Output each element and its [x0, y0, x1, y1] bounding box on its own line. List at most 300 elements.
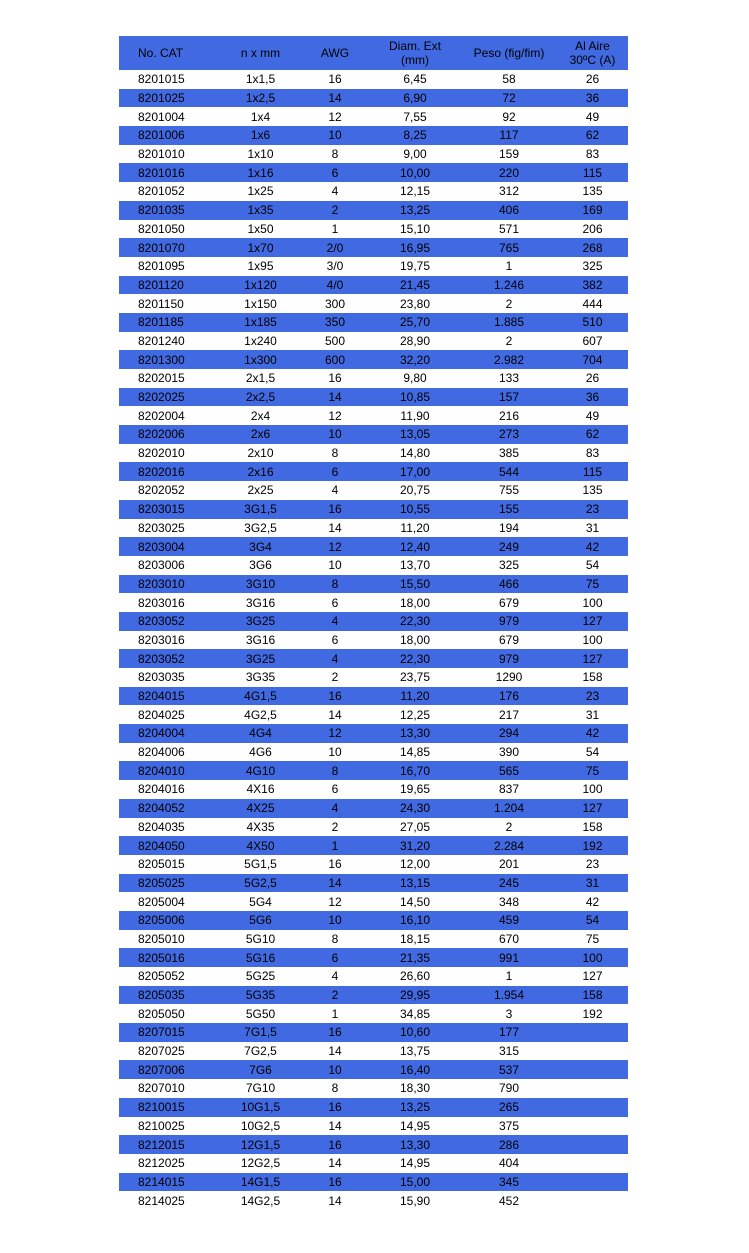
diameter-cell: 31,20: [369, 836, 461, 855]
table-row: [119, 930, 628, 949]
weight-cell: 979: [461, 612, 557, 631]
weight-cell: 979: [461, 649, 557, 668]
cat-number-cell: 8201006: [119, 126, 220, 145]
diameter-cell: 14,85: [399, 745, 431, 760]
diameter-cell: 13,05: [369, 425, 461, 444]
table-row: [119, 332, 628, 351]
table-row: [119, 631, 628, 650]
diameter-cell: 17,00: [369, 462, 461, 481]
ampacity-cell: 31: [585, 520, 600, 535]
ampacity-cell: 26: [585, 371, 600, 386]
awg-cell: 4: [331, 969, 339, 984]
weight-cell: 670: [498, 931, 520, 946]
cat-number-cell: 8201015: [138, 72, 185, 87]
ampacity-cell: 169: [557, 201, 628, 220]
diameter-cell: 16,40: [369, 1060, 461, 1079]
awg-cell: 16: [328, 72, 342, 87]
weight-cell: 157: [461, 388, 557, 407]
diameter-cell: 27,05: [399, 819, 431, 834]
table-row: [119, 743, 628, 762]
table-row: [119, 948, 628, 967]
ampacity-cell: 75: [557, 575, 628, 594]
ampacity-cell: 100: [582, 782, 603, 797]
ampacity-cell: 31: [585, 707, 600, 722]
awg-cell: 8: [301, 761, 369, 780]
col-header-ampacity: Al Aire 30ºC (A): [557, 36, 628, 70]
weight-cell: 117: [461, 126, 557, 145]
diameter-cell: 16,10: [369, 911, 461, 930]
diameter-cell: 13,70: [399, 558, 431, 573]
awg-cell: 14: [328, 1193, 342, 1208]
weight-cell: 1.246: [461, 276, 557, 295]
cat-number-cell: 8201035: [119, 201, 220, 220]
table-row: [119, 705, 628, 724]
table-row: [119, 649, 628, 668]
table-row: [119, 220, 628, 239]
awg-cell: 16: [328, 371, 342, 386]
ampacity-cell: 75: [585, 931, 600, 946]
table-row: [119, 70, 628, 89]
ampacity-cell: 36: [557, 388, 628, 407]
cat-number-cell: 8203016: [138, 632, 185, 647]
awg-cell: 14: [301, 874, 369, 893]
cat-number-cell: 8203006: [138, 558, 185, 573]
table-row: [119, 145, 628, 164]
size-cell: 7G6: [220, 1060, 301, 1079]
ampacity-cell: 31: [557, 874, 628, 893]
awg-cell: 6: [331, 782, 339, 797]
cat-number-cell: 8205010: [138, 931, 185, 946]
ampacity-cell: 325: [582, 259, 603, 274]
size-cell: 4G6: [249, 745, 272, 760]
diameter-cell: 8,25: [369, 126, 461, 145]
diameter-cell: 23,75: [399, 670, 431, 685]
size-cell: 2x16: [220, 462, 301, 481]
cat-number-cell: 8207010: [138, 1081, 185, 1096]
awg-cell: 12: [328, 894, 342, 909]
size-cell: 5G1,5: [244, 857, 277, 872]
diameter-cell: 11,20: [400, 520, 430, 535]
weight-cell: 404: [498, 1156, 520, 1171]
ampacity-cell: 607: [582, 333, 603, 348]
weight-cell: 459: [461, 911, 557, 930]
ampacity-cell: 382: [557, 276, 628, 295]
ampacity-cell: 23: [557, 500, 628, 519]
size-cell: 4G10: [220, 761, 301, 780]
cat-number-cell: 8205035: [119, 986, 220, 1005]
table-row: [119, 369, 628, 388]
cat-number-cell: 8204006: [138, 745, 185, 760]
awg-cell: 10: [301, 1060, 369, 1079]
ampacity-cell: [557, 1173, 628, 1192]
cat-number-cell: 8201300: [119, 350, 220, 369]
size-cell: 14G2,5: [240, 1193, 281, 1208]
cat-number-cell: 8212015: [119, 1135, 220, 1154]
ampacity-cell: [557, 1042, 628, 1061]
weight-cell: 133: [498, 371, 520, 386]
table-row: [119, 1098, 628, 1117]
cat-number-cell: 8201010: [138, 147, 185, 162]
weight-cell: 537: [461, 1060, 557, 1079]
diameter-cell: 14,50: [399, 894, 431, 909]
weight-cell: 325: [498, 558, 520, 573]
diameter-cell: 21,35: [369, 948, 461, 967]
awg-cell: 10: [301, 911, 369, 930]
size-cell: 2x2,5: [220, 388, 301, 407]
cat-number-cell: 8201070: [119, 238, 220, 257]
size-cell: 2x10: [247, 446, 274, 461]
weight-cell: 1: [505, 969, 513, 984]
awg-cell: 10: [301, 126, 369, 145]
diameter-cell: 13,30: [369, 1135, 461, 1154]
ampacity-cell: 62: [557, 126, 628, 145]
weight-cell: 466: [461, 575, 557, 594]
cat-number-cell: 8212025: [138, 1156, 185, 1171]
diameter-cell: 25,70: [369, 313, 461, 332]
diameter-cell: 18,00: [399, 595, 431, 610]
awg-cell: 4: [301, 799, 369, 818]
cat-number-cell: 8201150: [138, 296, 184, 311]
size-cell: 3G16: [245, 632, 276, 647]
ampacity-cell: 127: [557, 612, 628, 631]
cat-number-cell: 8201095: [138, 259, 185, 274]
ampacity-cell: 42: [585, 894, 600, 909]
size-cell: 1x240: [244, 333, 277, 348]
size-cell: 1x120: [220, 276, 301, 295]
diameter-cell: 10,55: [369, 500, 461, 519]
ampacity-cell: 510: [557, 313, 628, 332]
awg-cell: 2: [331, 670, 339, 685]
ampacity-cell: 127: [582, 969, 603, 984]
ampacity-cell: [557, 1023, 628, 1042]
size-cell: 10G1,5: [220, 1098, 301, 1117]
awg-cell: 14: [301, 388, 369, 407]
ampacity-cell: 100: [582, 595, 603, 610]
cat-number-cell: 8210025: [138, 1118, 185, 1133]
cat-number-cell: 8201004: [138, 109, 185, 124]
size-cell: 1x70: [220, 238, 301, 257]
table-row: [119, 537, 628, 556]
table-row: [119, 406, 628, 425]
awg-cell: 10: [328, 745, 342, 760]
ampacity-cell: 158: [582, 819, 603, 834]
size-cell: 10G2,5: [240, 1118, 281, 1133]
ampacity-cell: 54: [585, 745, 600, 760]
cat-number-cell: 8207006: [119, 1060, 220, 1079]
cat-number-cell: 8201050: [138, 221, 185, 236]
table-row: [119, 126, 628, 145]
table-row: [119, 911, 628, 930]
weight-cell: 565: [461, 761, 557, 780]
weight-cell: 220: [461, 163, 557, 182]
awg-cell: 2/0: [301, 238, 369, 257]
ampacity-cell: 444: [582, 296, 603, 311]
ampacity-cell: [557, 1191, 628, 1210]
cat-number-cell: 8203035: [138, 670, 185, 685]
table-row: [119, 818, 628, 837]
cat-number-cell: 8201052: [138, 184, 185, 199]
table-row: [119, 163, 628, 182]
table-row: [119, 612, 628, 631]
ampacity-cell: 115: [557, 462, 628, 481]
diameter-cell: 14,80: [399, 446, 431, 461]
table-row: [119, 892, 628, 911]
weight-cell: 1: [505, 259, 513, 274]
table-row: [119, 388, 628, 407]
cat-number-cell: 8205006: [119, 911, 220, 930]
cat-number-cell: 8203052: [119, 649, 220, 668]
cat-number-cell: 8205050: [138, 1006, 185, 1021]
size-cell: 7G1,5: [220, 1023, 301, 1042]
diameter-cell: 10,85: [369, 388, 461, 407]
size-cell: 12G2,5: [240, 1156, 281, 1171]
size-cell: 1x95: [247, 259, 274, 274]
cat-number-cell: 8201240: [138, 333, 185, 348]
weight-cell: 837: [498, 782, 520, 797]
cat-number-cell: 8202025: [119, 388, 220, 407]
size-cell: 4X16: [246, 782, 275, 797]
table-body: [119, 70, 628, 1210]
ampacity-cell: 26: [585, 72, 600, 87]
weight-cell: 201: [498, 857, 520, 872]
weight-cell: 2: [505, 333, 513, 348]
awg-cell: 2: [301, 986, 369, 1005]
diameter-cell: 13,25: [369, 201, 461, 220]
table-row: [119, 182, 628, 201]
ampacity-cell: 42: [557, 724, 628, 743]
diameter-cell: 13,25: [369, 1098, 461, 1117]
size-cell: 5G6: [220, 911, 301, 930]
table-row: [119, 1079, 628, 1098]
size-cell: 1x6: [220, 126, 301, 145]
table-row: [119, 1004, 628, 1023]
cat-number-cell: 8205052: [138, 969, 185, 984]
cat-number-cell: 8204016: [138, 782, 185, 797]
cat-number-cell: 8204052: [119, 799, 220, 818]
diameter-cell: 28,90: [399, 333, 431, 348]
size-cell: 5G25: [245, 969, 276, 984]
cat-number-cell: 8204004: [119, 724, 220, 743]
ampacity-cell: 36: [557, 89, 628, 108]
size-cell: 1x35: [220, 201, 301, 220]
diameter-cell: 15,50: [369, 575, 461, 594]
diameter-cell: 18,30: [399, 1081, 431, 1096]
diameter-cell: 18,00: [399, 632, 431, 647]
cat-number-cell: 8202016: [119, 462, 220, 481]
diameter-cell: 18,15: [399, 931, 431, 946]
diameter-cell: 16,95: [369, 238, 461, 257]
ampacity-cell: 127: [557, 799, 628, 818]
diameter-cell: 7,55: [403, 109, 427, 124]
awg-cell: 14: [301, 89, 369, 108]
weight-cell: 3: [505, 1006, 513, 1021]
cat-number-cell: 8202052: [138, 483, 185, 498]
weight-cell: 92: [502, 109, 516, 124]
cable-spec-table: [119, 36, 628, 1210]
size-cell: 1x1,5: [245, 72, 276, 87]
cat-number-cell: 8202006: [119, 425, 220, 444]
weight-cell: 159: [498, 147, 520, 162]
weight-cell: 2: [505, 296, 513, 311]
ampacity-cell: 54: [557, 911, 628, 930]
table-row: [119, 1191, 628, 1210]
table-row: [119, 1042, 628, 1061]
table-row: [119, 855, 628, 874]
diameter-cell: 13,15: [369, 874, 461, 893]
size-cell: 1x2,5: [220, 89, 301, 108]
table-row: [119, 986, 628, 1005]
ampacity-cell: 206: [582, 221, 603, 236]
weight-cell: 2.982: [461, 350, 557, 369]
ampacity-cell: 75: [557, 761, 628, 780]
table-row: [119, 967, 628, 986]
size-cell: 3G1,5: [220, 500, 301, 519]
weight-cell: 72: [461, 89, 557, 108]
ampacity-cell: 127: [557, 649, 628, 668]
ampacity-cell: 135: [582, 483, 603, 498]
cat-number-cell: 8203052: [119, 612, 220, 631]
awg-cell: 14: [328, 707, 342, 722]
weight-cell: 1.954: [461, 986, 557, 1005]
cat-number-cell: 8214025: [138, 1193, 185, 1208]
table-row: [119, 519, 628, 538]
table-row: [119, 1135, 628, 1154]
weight-cell: 1.885: [461, 313, 557, 332]
size-cell: 1x50: [247, 221, 274, 236]
diameter-cell: 14,95: [399, 1156, 431, 1171]
table-row: [119, 481, 628, 500]
awg-cell: 14: [328, 520, 342, 535]
weight-cell: 155: [461, 500, 557, 519]
weight-cell: 273: [461, 425, 557, 444]
col-header-weight: Peso (fig/fim): [461, 36, 557, 70]
size-cell: 5G50: [245, 1006, 276, 1021]
col-header-cat: No. CAT: [119, 36, 220, 70]
awg-cell: 4/0: [301, 276, 369, 295]
awg-cell: 6: [301, 163, 369, 182]
cat-number-cell: 8204035: [138, 819, 185, 834]
diameter-cell: 24,30: [369, 799, 461, 818]
table-row: [119, 425, 628, 444]
table-row: [119, 313, 628, 332]
awg-cell: 10: [301, 425, 369, 444]
awg-cell: 16: [301, 1098, 369, 1117]
cat-number-cell: 8204010: [119, 761, 220, 780]
ampacity-cell: 100: [557, 948, 628, 967]
table-row: [119, 687, 628, 706]
weight-cell: 348: [498, 894, 520, 909]
size-cell: 1x150: [244, 296, 277, 311]
weight-cell: 2: [505, 819, 513, 834]
weight-cell: 571: [498, 221, 520, 236]
size-cell: 5G2,5: [220, 874, 301, 893]
size-cell: 5G16: [220, 948, 301, 967]
ampacity-cell: 23: [557, 687, 628, 706]
weight-cell: 177: [461, 1023, 557, 1042]
weight-cell: 385: [498, 446, 520, 461]
diameter-cell: 22,30: [369, 649, 461, 668]
size-cell: 4X25: [220, 799, 301, 818]
weight-cell: 217: [498, 707, 520, 722]
diameter-cell: 22,30: [369, 612, 461, 631]
size-cell: 4X35: [246, 819, 275, 834]
size-cell: 7G10: [245, 1081, 276, 1096]
size-cell: 1x4: [250, 109, 271, 124]
ampacity-cell: 62: [557, 425, 628, 444]
table-row: [119, 761, 628, 780]
cat-number-cell: 8203015: [119, 500, 220, 519]
ampacity-cell: 54: [585, 558, 600, 573]
cat-number-cell: 8204015: [119, 687, 220, 706]
weight-cell: 265: [461, 1098, 557, 1117]
weight-cell: 544: [461, 462, 557, 481]
ampacity-cell: 158: [557, 986, 628, 1005]
cat-number-cell: 8202004: [138, 408, 185, 423]
cat-number-cell: 8204050: [119, 836, 220, 855]
awg-cell: 14: [328, 1118, 342, 1133]
table-row: [119, 238, 628, 257]
weight-cell: 58: [502, 72, 516, 87]
diameter-cell: 16,70: [369, 761, 461, 780]
ampacity-cell: [557, 1098, 628, 1117]
awg-cell: 1: [301, 836, 369, 855]
weight-cell: 765: [461, 238, 557, 257]
size-cell: 3G10: [220, 575, 301, 594]
awg-cell: 14: [328, 1156, 342, 1171]
awg-cell: 16: [301, 500, 369, 519]
table-row: [119, 276, 628, 295]
awg-cell: 16: [301, 1023, 369, 1042]
ampacity-cell: [557, 1154, 628, 1173]
table-row: [119, 257, 628, 276]
size-cell: 1x300: [220, 350, 301, 369]
weight-cell: 294: [461, 724, 557, 743]
ampacity-cell: [557, 1079, 628, 1098]
diameter-cell: 6,90: [369, 89, 461, 108]
diameter-cell: 15,90: [399, 1193, 431, 1208]
ampacity-cell: [557, 1117, 628, 1136]
ampacity-cell: 49: [585, 109, 600, 124]
awg-cell: 1: [331, 221, 339, 236]
awg-cell: 12: [328, 408, 342, 423]
ampacity-cell: 115: [557, 163, 628, 182]
table-row: [119, 799, 628, 818]
awg-cell: 6: [301, 948, 369, 967]
ampacity-cell: [557, 1135, 628, 1154]
diameter-cell: 15,10: [399, 221, 431, 236]
size-cell: 5G4: [249, 894, 272, 909]
cat-number-cell: 8207025: [138, 1044, 185, 1059]
weight-cell: 755: [498, 483, 520, 498]
weight-cell: 216: [498, 408, 520, 423]
table-row: [119, 350, 628, 369]
ampacity-cell: 192: [557, 836, 628, 855]
awg-cell: 2: [301, 201, 369, 220]
cat-number-cell: 8205025: [119, 874, 220, 893]
weight-cell: 390: [498, 745, 520, 760]
ampacity-cell: 158: [582, 670, 603, 685]
diameter-cell: 9,80: [403, 371, 427, 386]
awg-cell: 1: [331, 1006, 339, 1021]
awg-cell: 300: [324, 296, 346, 311]
awg-cell: 8: [331, 446, 339, 461]
ampacity-cell: 704: [557, 350, 628, 369]
awg-cell: 3/0: [326, 259, 344, 274]
awg-cell: 12: [328, 109, 342, 124]
table-row: [119, 724, 628, 743]
table-header: [119, 36, 628, 70]
table-row: [119, 780, 628, 799]
